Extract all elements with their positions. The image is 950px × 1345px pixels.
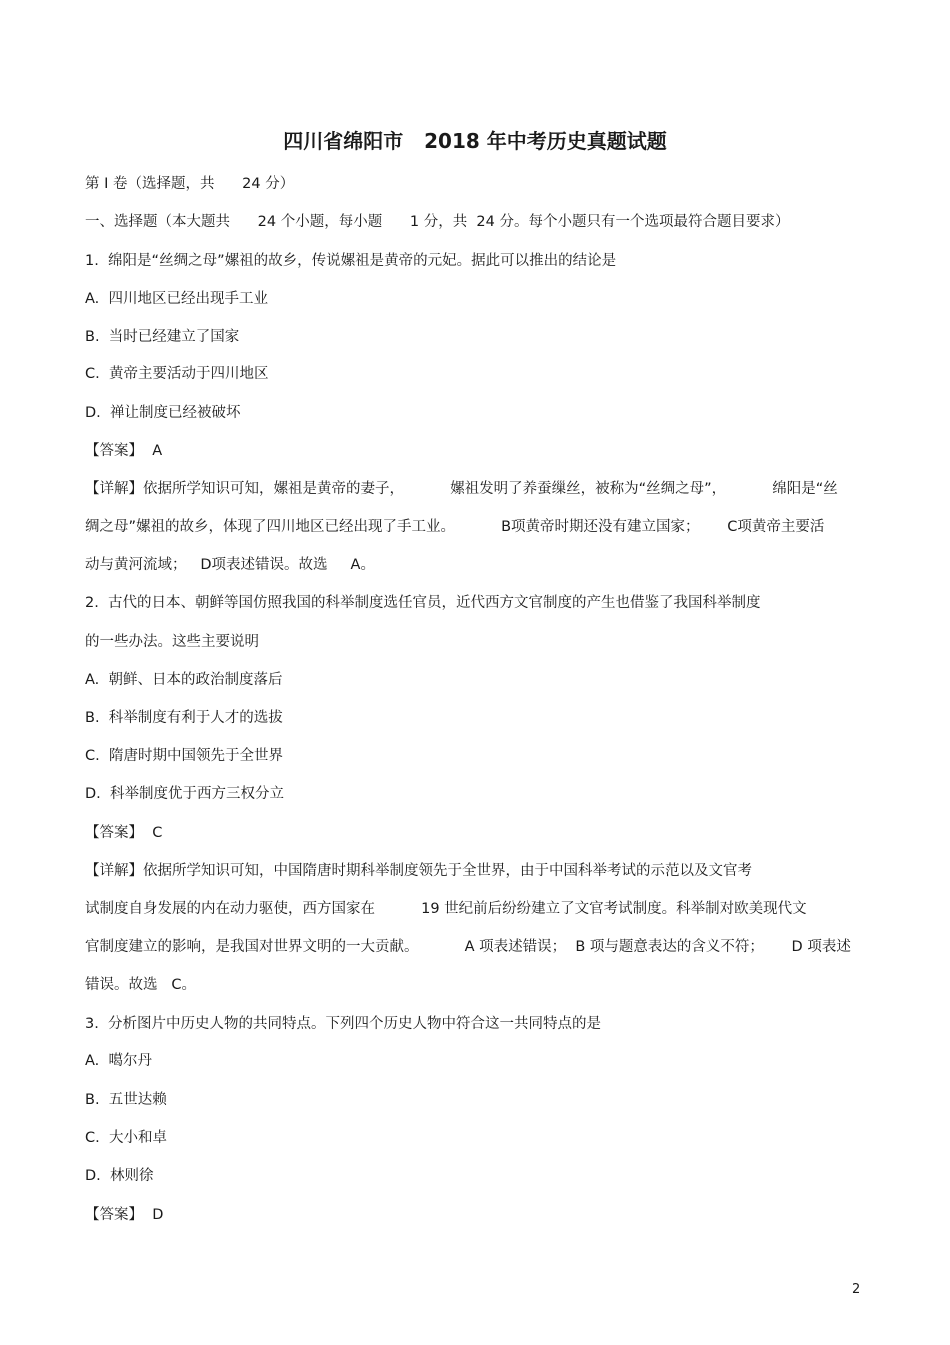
question-1-explanation-line-2: 绸之母”嫘祖的故乡，体现了四川地区已经出现了手工业。 B项黄帝时期还没有建立国家； C项黄帝主要活 bbox=[85, 519, 825, 535]
question-1-stem: 1. 绵阳是“丝绸之母”嫘祖的故乡，传说嫘祖是黄帝的元妃。据此可以推出的结论是 bbox=[85, 253, 617, 269]
question-1-explanation-line-1: 【详解】依据所学知识可知，嫘祖是黄帝的妻子， 嫘祖发明了养蚕缫丝，被称为“丝绸之母”， 绵阳是“丝 bbox=[85, 481, 838, 497]
question-1-explanation-line-3: 动与黄河流域； D项表述错误。故选 A。 bbox=[85, 557, 375, 573]
question-1-option-a: A. 四川地区已经出现手工业 bbox=[85, 291, 268, 307]
question-2-stem-line-2: 的一些办法。这些主要说明 bbox=[85, 634, 259, 650]
question-2-explanation-line-3: 官制度建立的影响，是我国对世界文明的一大贡献。 A 项表述错误； B 项与题意表达的含义不符； D 项表述 bbox=[85, 939, 851, 955]
question-3-option-c: C. 大小和卓 bbox=[85, 1130, 167, 1146]
question-3-option-a: A. 噶尔丹 bbox=[85, 1053, 152, 1069]
question-2-answer: 【答案】 C bbox=[85, 825, 163, 841]
question-1-option-c: C. 黄帝主要活动于四川地区 bbox=[85, 366, 269, 382]
question-2-stem-line-1: 2. 古代的日本、朝鲜等国仿照我国的科举制度选任官员，近代西方文官制度的产生也借鉴了我国科举制度 bbox=[85, 595, 761, 611]
question-2-option-b: B. 科举制度有利于人才的选拔 bbox=[85, 710, 283, 726]
section-instructions: 一、选择题（本大题共 24 个小题，每小题 1 分，共 24 分。每个小题只有一个选项最符合题目要求） bbox=[85, 214, 790, 230]
question-1-answer: 【答案】 A bbox=[85, 443, 163, 459]
question-2-option-c: C. 隋唐时期中国领先于全世界 bbox=[85, 748, 283, 764]
question-2-explanation-line-2: 试制度自身发展的内在动力驱使，西方国家在 19 世纪前后纷纷建立了文官考试制度。科举制对欧美现代文 bbox=[85, 901, 807, 917]
question-2-explanation-line-1: 【详解】依据所学知识可知，中国隋唐时期科举制度领先于全世界，由于中国科举考试的示范以及文官考 bbox=[85, 863, 752, 879]
page-number: 2 bbox=[852, 1282, 861, 1297]
question-1-option-b: B. 当时已经建立了国家 bbox=[85, 329, 240, 345]
question-2-option-a: A. 朝鲜、日本的政治制度落后 bbox=[85, 672, 283, 688]
question-3-option-b: B. 五世达赖 bbox=[85, 1092, 167, 1108]
section-heading: 第 I 卷（选择题，共 24 分） bbox=[85, 176, 295, 192]
question-2-option-d: D. 科举制度优于西方三权分立 bbox=[85, 786, 284, 802]
question-1-option-d: D. 禅让制度已经被破坏 bbox=[85, 405, 241, 421]
page-title: 四川省绵阳市 2018 年中考历史真题试题 bbox=[283, 129, 667, 153]
question-3-answer: 【答案】 D bbox=[85, 1207, 164, 1223]
question-2-explanation-line-4: 错误。故选 C。 bbox=[85, 977, 196, 993]
question-3-option-d: D. 林则徐 bbox=[85, 1168, 154, 1184]
question-3-stem: 3. 分析图片中历史人物的共同特点。下列四个历史人物中符合这一共同特点的是 bbox=[85, 1016, 602, 1032]
